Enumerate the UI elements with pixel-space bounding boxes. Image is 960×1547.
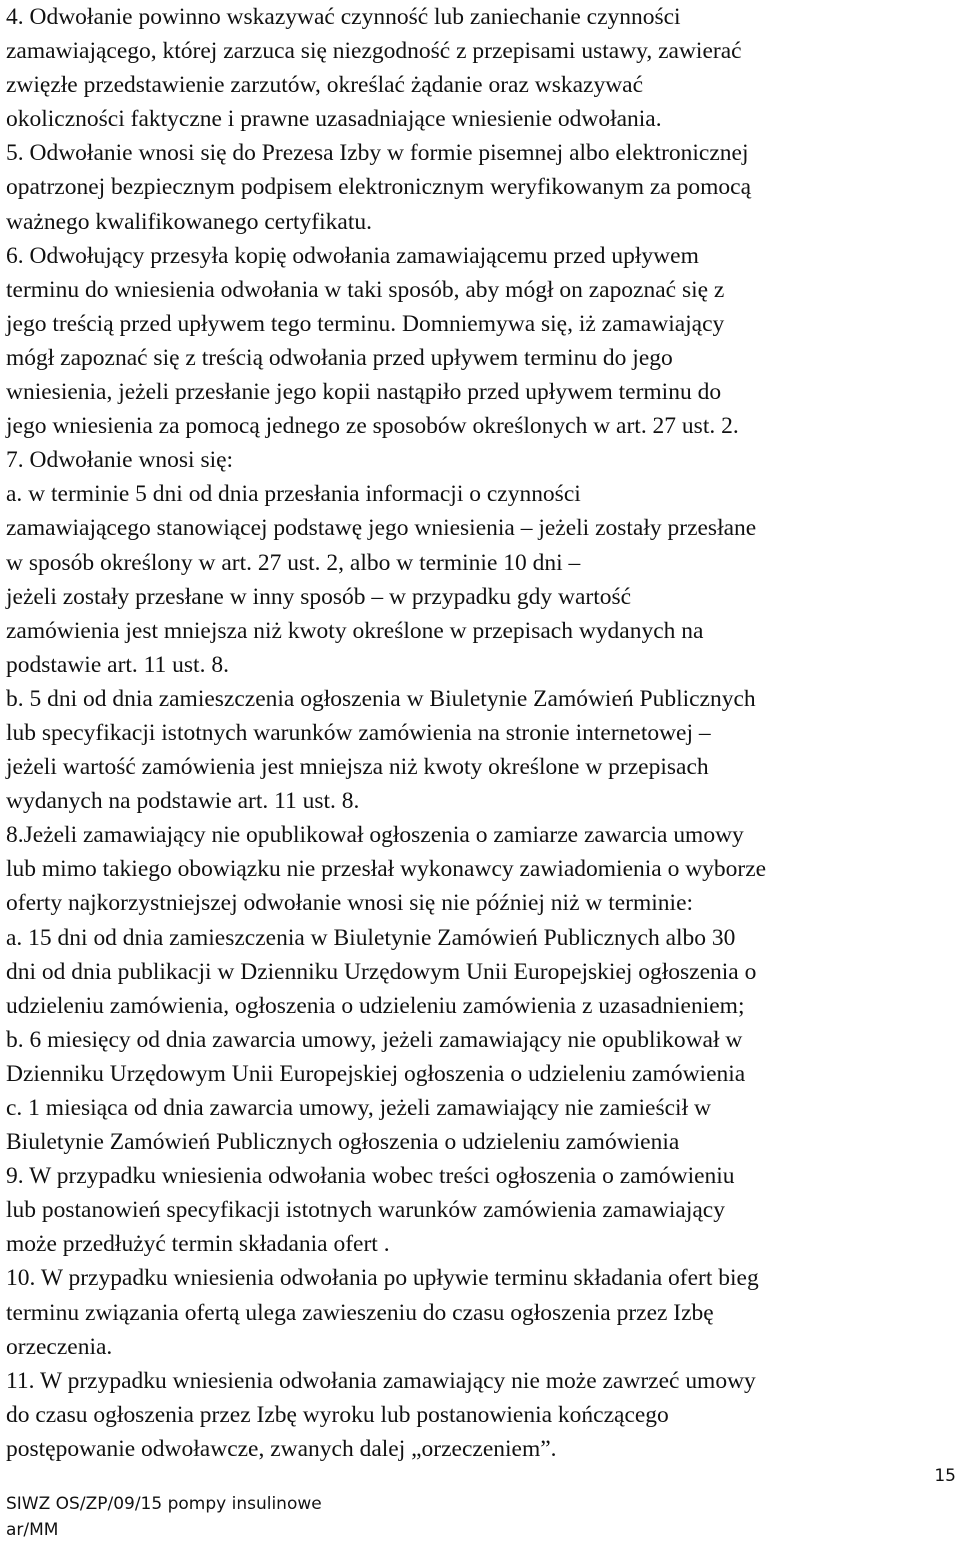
text-line: może przedłużyć termin składania ofert . (6, 1231, 390, 1258)
text-line: wniesienia, jeżeli przesłanie jego kopii nastąpiło przed upływem terminu do (6, 379, 722, 406)
text-line: oferty najkorzystniejszej odwołanie wnosi się nie później niż w terminie: (6, 890, 694, 917)
text-line: podstawie art. 11 ust. 8. (6, 651, 229, 678)
text-line: zwięzłe przedstawienie zarzutów, określać żądanie oraz wskazywać (6, 72, 644, 99)
document-footer (6, 1491, 322, 1543)
text-line: 6. Odwołujący przesyła kopię odwołania zamawiającemu przed upływem (6, 242, 699, 269)
text-line: terminu związania ofertą ulega zawieszeniu do czasu ogłoszenia przez Izbę (6, 1299, 714, 1326)
text-line: jeżeli zostały przesłane w inny sposób – w przypadku gdy wartość (6, 583, 632, 610)
text-line: ważnego kwalifikowanego certyfikatu. (6, 208, 372, 235)
text-line: 5. Odwołanie wnosi się do Prezesa Izby w formie pisemnej albo elektronicznej (6, 140, 749, 167)
text-line: zamawiającego, której zarzuca się niezgodność z przepisami ustawy, zawierać (6, 38, 742, 65)
text-line: 9. W przypadku wniesienia odwołania wobec treści ogłoszenia o zamówieniu (6, 1163, 735, 1190)
text-line: do czasu ogłoszenia przez Izbę wyroku lub postanowienia kończącego (6, 1401, 669, 1428)
text-line: mógł zapoznać się z treścią odwołania przed upływem terminu do jego (6, 344, 673, 371)
text-line: 4. Odwołanie powinno wskazywać czynność lub zaniechanie czynności (6, 4, 681, 30)
text-line: lub postanowień specyfikacji istotnych warunków zamówienia zamawiający (6, 1197, 725, 1224)
text-line: postępowanie odwoławcze, zwanych dalej „orzeczeniem”. (6, 1435, 557, 1462)
text-line: zamawiającego stanowiącej podstawę jego wniesienia – jeżeli zostały przesłane (6, 515, 757, 542)
text-line: wydanych na podstawie art. 11 ust. 8. (6, 788, 360, 815)
text-line: terminu do wniesienia odwołania w taki sposób, aby mógł on zapoznać się z (6, 276, 725, 303)
text-line: jego treścią przed upływem tego terminu. Domniemywa się, iż zamawiający (6, 310, 725, 337)
text-line: lub mimo takiego obowiązku nie przesłał wykonawcy zawiadomienia o wyborze (6, 856, 767, 883)
page-number: 15 (934, 1466, 956, 1486)
text-line: Biuletynie Zamówień Publicznych ogłoszenia o udzieleniu zamówienia (6, 1129, 680, 1156)
text-line: 10. W przypadku wniesienia odwołania po upływie terminu składania ofert bieg (6, 1265, 759, 1292)
text-line: 11. W przypadku wniesienia odwołania zamawiający nie może zawrzeć umowy (6, 1367, 756, 1394)
text-line: orzeczenia. (6, 1333, 113, 1360)
text-line: jego wniesienia za pomocą jednego ze sposobów określonych w art. 27 ust. 2. (6, 413, 739, 440)
text-line: jeżeli wartość zamówienia jest mniejsza niż kwoty określone w przepisach (6, 754, 709, 781)
text-line: udzieleniu zamówienia, ogłoszenia o udzieleniu zamówienia z uzasadnieniem; (6, 992, 745, 1019)
document-body (6, 0, 958, 1466)
text-line: opatrzonej bezpiecznym podpisem elektronicznym weryfikowanym za pomocą (6, 174, 752, 201)
text-line: c. 1 miesiąca od dnia zawarcia umowy, jeżeli zamawiający nie zamieścił w (6, 1095, 711, 1121)
text-line: okoliczności faktyczne i prawne uzasadniające wniesienie odwołania. (6, 106, 662, 133)
text-line: zamówienia jest mniejsza niż kwoty określone w przepisach wydanych na (6, 617, 704, 644)
text-line: w sposób określony w art. 27 ust. 2, albo w terminie 10 dni – (6, 549, 581, 576)
footer-reference-code: SIWZ OS/ZP/09/15 pompy insulinowe (6, 1494, 322, 1514)
text-line: dni od dnia publikacji w Dzienniku Urzędowym Unii Europejskiej ogłoszenia o (6, 958, 757, 985)
text-line: 8.Jeżeli zamawiający nie opublikował ogłoszenia o zamiarze zawarcia umowy (6, 822, 744, 849)
text-line: a. 15 dni od dnia zamieszczenia w Biuletynie Zamówień Publicznych albo 30 (6, 924, 736, 951)
text-line: b. 5 dni od dnia zamieszczenia ogłoszenia w Biuletynie Zamówień Publicznych (6, 685, 756, 712)
text-line: lub specyfikacji istotnych warunków zamówienia na stronie internetowej – (6, 719, 711, 746)
footer-author-initials: ar/MM (6, 1520, 59, 1540)
text-line: b. 6 miesięcy od dnia zawarcia umowy, jeżeli zamawiający nie opublikował w (6, 1026, 743, 1053)
text-line: 7. Odwołanie wnosi się: (6, 447, 234, 474)
text-line: a. w terminie 5 dni od dnia przesłania informacji o czynności (6, 481, 581, 508)
text-line: Dzienniku Urzędowym Unii Europejskiej ogłoszenia o udzieleniu zamówienia (6, 1060, 746, 1087)
